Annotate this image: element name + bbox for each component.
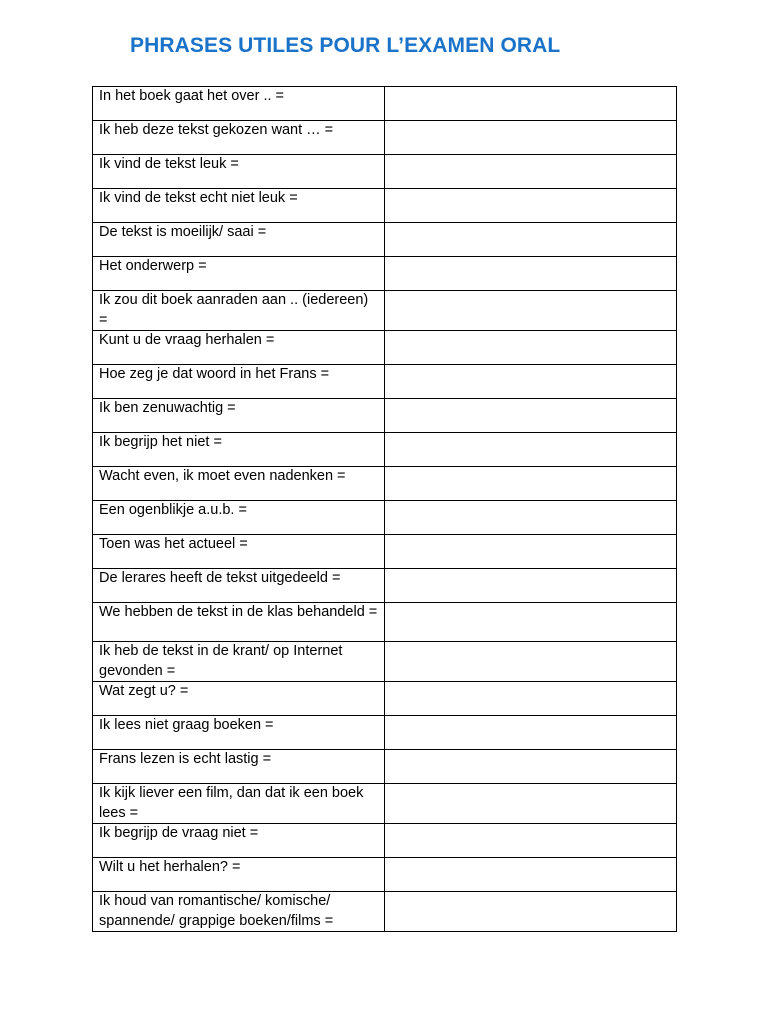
dutch-phrase-cell (93, 223, 385, 257)
french-translation-cell (385, 433, 677, 467)
french-translation-cell (385, 784, 677, 824)
dutch-phrase-cell (93, 291, 385, 331)
dutch-phrase-cell (93, 87, 385, 121)
table-row (93, 750, 677, 784)
table-row (93, 824, 677, 858)
french-translation-cell (385, 399, 677, 433)
table-row (93, 682, 677, 716)
dutch-phrase-cell (93, 189, 385, 223)
table-row (93, 501, 677, 535)
dutch-phrase-text: Ik kijk liever een film, dan dat ik een boek lees = (99, 785, 364, 821)
french-translation-cell (385, 121, 677, 155)
french-translation-cell (385, 87, 677, 121)
french-translation-cell (385, 331, 677, 365)
dutch-phrase-text: Ik houd van romantische/ komische/ spannende/ grappige boeken/films = (99, 893, 334, 929)
dutch-phrase-text: De lerares heeft de tekst uitgedeeld = (99, 570, 341, 586)
french-translation-cell (385, 535, 677, 569)
french-translation-cell (385, 155, 677, 189)
table-row (93, 223, 677, 257)
dutch-phrase-text: Wilt u het herhalen? = (99, 859, 241, 875)
french-translation-cell (385, 892, 677, 932)
french-translation-cell (385, 467, 677, 501)
dutch-phrase-cell (93, 716, 385, 750)
dutch-phrase-text: Ik begrijp het niet = (99, 434, 222, 450)
table-row (93, 433, 677, 467)
dutch-phrase-cell (93, 603, 385, 642)
dutch-phrase-cell (93, 784, 385, 824)
french-translation-cell (385, 716, 677, 750)
dutch-phrase-cell (93, 535, 385, 569)
dutch-phrase-cell (93, 569, 385, 603)
table-row (93, 535, 677, 569)
dutch-phrase-cell (93, 257, 385, 291)
page-title: PHRASES UTILES POUR L’EXAMEN ORAL (130, 34, 561, 57)
dutch-phrase-text: Frans lezen is echt lastig = (99, 751, 272, 767)
dutch-phrase-text: Ik heb deze tekst gekozen want … = (99, 122, 334, 138)
dutch-phrase-cell (93, 824, 385, 858)
dutch-phrase-cell (93, 682, 385, 716)
dutch-phrase-text: In het boek gaat het over .. = (99, 88, 285, 104)
table-row (93, 331, 677, 365)
table-row (93, 858, 677, 892)
french-translation-cell (385, 603, 677, 642)
dutch-phrase-text: Ik lees niet graag boeken = (99, 717, 274, 733)
dutch-phrase-text: Ik vind de tekst leuk = (99, 156, 239, 172)
dutch-phrase-cell (93, 750, 385, 784)
table-row (93, 291, 677, 331)
table-row (93, 399, 677, 433)
french-translation-cell (385, 682, 677, 716)
dutch-phrase-text: Ik vind de tekst echt niet leuk = (99, 190, 298, 206)
phrases-table (92, 86, 677, 932)
french-translation-cell (385, 858, 677, 892)
french-translation-cell (385, 257, 677, 291)
dutch-phrase-text: Kunt u de vraag herhalen = (99, 332, 275, 348)
table-row (93, 716, 677, 750)
french-translation-cell (385, 189, 677, 223)
table-row (93, 784, 677, 824)
dutch-phrase-cell (93, 642, 385, 682)
dutch-phrase-text: Toen was het actueel = (99, 536, 248, 552)
french-translation-cell (385, 501, 677, 535)
dutch-phrase-text: Ik ben zenuwachtig = (99, 400, 236, 416)
french-translation-cell (385, 642, 677, 682)
table-row (93, 892, 677, 932)
dutch-phrase-cell (93, 365, 385, 399)
dutch-phrase-text: Wacht even, ik moet even nadenken = (99, 468, 346, 484)
french-translation-cell (385, 365, 677, 399)
dutch-phrase-cell (93, 467, 385, 501)
table-row (93, 257, 677, 291)
table-row (93, 87, 677, 121)
french-translation-cell (385, 824, 677, 858)
table-row (93, 569, 677, 603)
dutch-phrase-text: We hebben de tekst in de klas behandeld = (99, 604, 378, 620)
french-translation-cell (385, 223, 677, 257)
french-translation-cell (385, 291, 677, 331)
table-row (93, 155, 677, 189)
dutch-phrase-cell (93, 501, 385, 535)
french-translation-cell (385, 750, 677, 784)
dutch-phrase-text: Wat zegt u? = (99, 683, 189, 699)
dutch-phrase-cell (93, 892, 385, 932)
french-translation-cell (385, 569, 677, 603)
table-row (93, 467, 677, 501)
dutch-phrase-text: Een ogenblikje a.u.b. = (99, 502, 247, 518)
dutch-phrase-text: Ik heb de tekst in de krant/ op Internet gevonden = (99, 643, 343, 679)
phrases-table-body (93, 87, 677, 932)
dutch-phrase-text: Ik begrijp de vraag niet = (99, 825, 259, 841)
dutch-phrase-text: Ik zou dit boek aanraden aan .. (iedereen) = (99, 292, 369, 328)
dutch-phrase-text: Het onderwerp = (99, 258, 207, 274)
table-row (93, 642, 677, 682)
table-row (93, 365, 677, 399)
table-row (93, 603, 677, 642)
dutch-phrase-cell (93, 858, 385, 892)
dutch-phrase-cell (93, 121, 385, 155)
table-row (93, 121, 677, 155)
dutch-phrase-cell (93, 433, 385, 467)
dutch-phrase-text: De tekst is moeilijk/ saai = (99, 224, 267, 240)
table-row (93, 189, 677, 223)
dutch-phrase-cell (93, 155, 385, 189)
dutch-phrase-cell (93, 399, 385, 433)
dutch-phrase-text: Hoe zeg je dat woord in het Frans = (99, 366, 330, 382)
dutch-phrase-cell (93, 331, 385, 365)
